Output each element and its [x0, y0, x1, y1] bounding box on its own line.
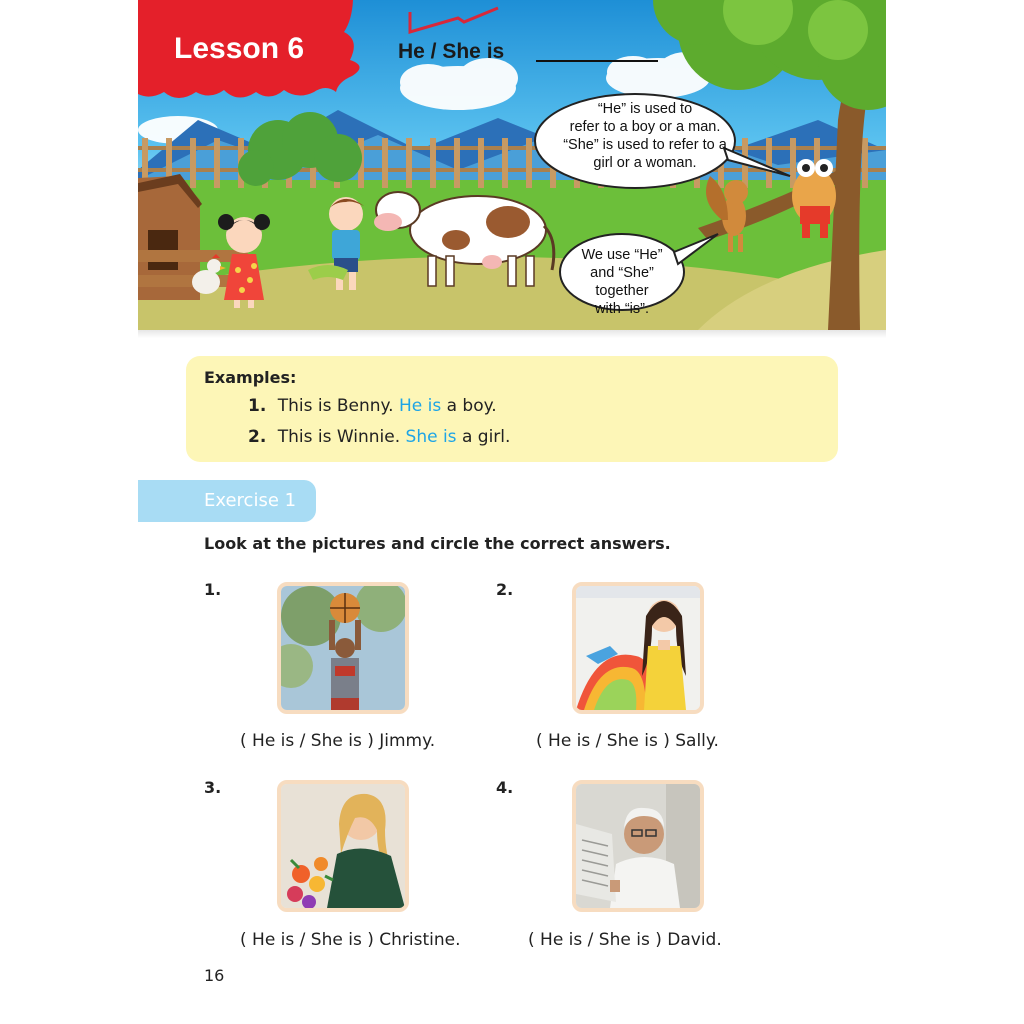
- example-text: This is Benny.: [277, 396, 394, 416]
- answer-line[interactable]: ( He is / She is ) Jimmy.: [240, 731, 436, 751]
- question-number: 3.: [204, 778, 222, 797]
- answer-line[interactable]: ( He is / She is ) Christine.: [240, 930, 461, 950]
- exercise-tab: [138, 480, 316, 522]
- photo-old-man-newspaper: [572, 780, 704, 912]
- topic-title: He / She is: [398, 40, 505, 63]
- bubble-line: girl or a woman.: [593, 155, 697, 171]
- example-sentence-2: [248, 427, 510, 447]
- example-sentence-1: [248, 396, 497, 416]
- photo-boy-basketball: [277, 582, 409, 714]
- examples-title: Examples:: [204, 368, 297, 387]
- photo-girl-painting: [572, 582, 704, 714]
- example-text: a girl.: [461, 427, 511, 447]
- example-number: 2.: [248, 427, 267, 447]
- question-number: 1.: [204, 580, 222, 599]
- lesson-title: Lesson 6: [174, 32, 305, 65]
- examples-box: [186, 356, 838, 462]
- speech-bubble-he-she: [550, 100, 740, 172]
- example-highlight: She is: [405, 427, 457, 447]
- banner-shadow: [138, 330, 886, 338]
- answer-line[interactable]: ( He is / She is ) David.: [528, 930, 722, 950]
- exercise-label: Exercise 1: [204, 490, 297, 511]
- blank-line: [536, 60, 658, 62]
- speech-bubble-with-is: [566, 246, 678, 318]
- bubble-line: with “is”.: [595, 301, 649, 317]
- exercise-instruction: Look at the pictures and circle the correct answers.: [204, 534, 671, 553]
- example-text: a boy.: [446, 396, 497, 416]
- bubble-line: “She” is used to refer to a: [563, 137, 727, 153]
- photo-woman-flowers: [277, 780, 409, 912]
- example-number: 1.: [248, 396, 267, 416]
- lesson-banner: [138, 0, 886, 330]
- bubble-line: refer to a boy or a man.: [569, 119, 721, 135]
- bubble-line: and “She” together: [590, 265, 654, 299]
- example-highlight: He is: [398, 396, 442, 416]
- question-number: 2.: [496, 580, 514, 599]
- question-number: 4.: [496, 778, 514, 797]
- bubble-line: We use “He”: [581, 247, 663, 263]
- bubble-line: “He” is used to: [597, 101, 693, 117]
- answer-line[interactable]: ( He is / She is ) Sally.: [536, 731, 719, 751]
- page-number: 16: [204, 966, 225, 985]
- example-text: This is Winnie.: [277, 427, 401, 447]
